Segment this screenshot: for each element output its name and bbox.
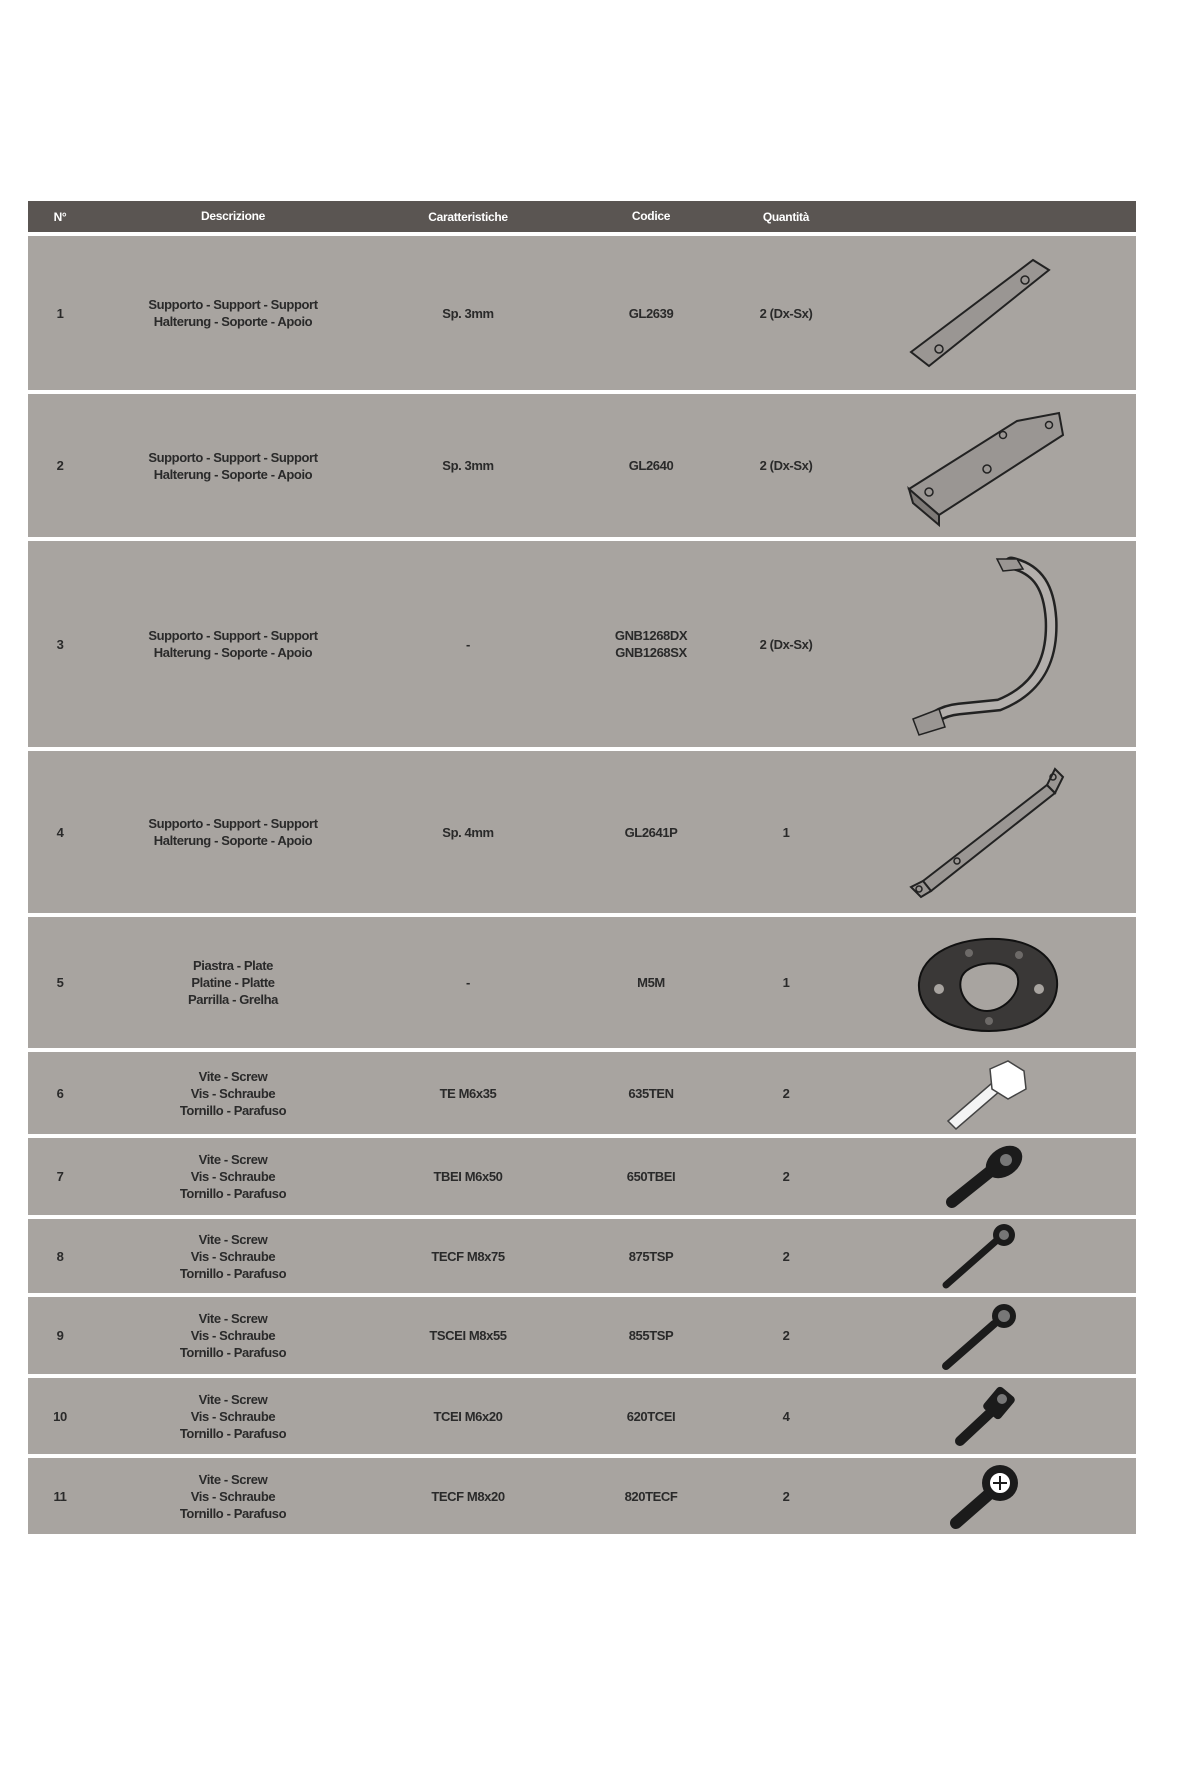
row-characteristics: Sp. 3mm	[442, 458, 494, 473]
row-description: Vite - Screw Vis - Schraube Tornillo - Parafuso	[179, 1231, 287, 1281]
table-row	[28, 541, 1136, 747]
row-characteristics: TCEI M6x20	[433, 1408, 503, 1424]
row-description: Piastra - Plate Platine - Platte Parrilla - Grelha	[187, 958, 279, 1007]
row-code: 820TECF	[624, 1488, 678, 1504]
hex-bolt-icon	[832, 1052, 1136, 1134]
long-screw-icon	[832, 1219, 1136, 1293]
row-code: 855TSP	[628, 1328, 674, 1343]
row-quantity: 2	[782, 1248, 790, 1264]
row-characteristics: TSCEI M8x55	[429, 1328, 507, 1343]
table-row	[28, 1138, 1136, 1215]
row-num: 6	[56, 1085, 64, 1101]
table-row	[28, 1219, 1136, 1293]
row-quantity: 2	[782, 1328, 790, 1343]
row-quantity: 2 (Dx-Sx)	[759, 458, 813, 473]
row-description: Vite - Screw Vis - Schraube Tornillo - Parafuso	[179, 1068, 287, 1118]
row-characteristics: -	[466, 975, 470, 990]
header-code: Codice	[631, 209, 671, 223]
row-description: Supporto - Support - Support Halterung - Soporte - Apoio	[148, 628, 318, 660]
row-code: GL2641P	[624, 824, 678, 840]
angled-plate-bracket-icon	[832, 394, 1136, 537]
row-quantity: 1	[782, 975, 790, 990]
table-row	[28, 1458, 1136, 1534]
row-code: GL2640	[628, 458, 674, 473]
flange-screw-icon	[832, 1458, 1136, 1534]
row-characteristics: TECF M8x20	[431, 1488, 505, 1504]
row-code: GNB1268DX GNB1268SX	[614, 628, 688, 660]
row-num: 1	[56, 305, 64, 321]
row-quantity: 2 (Dx-Sx)	[759, 636, 813, 652]
row-description: Vite - Screw Vis - Schraube Tornillo - Parafuso	[179, 1391, 287, 1441]
row-num: 9	[56, 1328, 64, 1343]
table-header	[28, 201, 1136, 232]
row-description: Supporto - Support - Support Halterung - Soporte - Apoio	[148, 297, 318, 329]
row-code: 635TEN	[628, 1085, 674, 1101]
row-description: Supporto - Support - Support Halterung - Soporte - Apoio	[148, 449, 318, 482]
row-num: 2	[56, 458, 64, 473]
row-quantity: 2	[782, 1085, 790, 1101]
table-row	[28, 917, 1136, 1048]
row-quantity: 1	[782, 824, 790, 840]
row-quantity: 2	[782, 1169, 790, 1184]
row-characteristics: TECF M8x75	[431, 1248, 505, 1264]
header-quantity: Quantità	[762, 209, 810, 224]
row-num: 5	[56, 975, 64, 990]
row-quantity: 2	[782, 1488, 790, 1504]
socket-cap-screw-icon	[832, 1378, 1136, 1454]
row-characteristics: -	[466, 636, 470, 652]
row-num: 4	[56, 824, 64, 840]
button-head-screw-icon	[832, 1138, 1136, 1215]
parts-table	[28, 201, 1136, 1534]
table-row	[28, 394, 1136, 537]
table-row	[28, 1052, 1136, 1134]
row-description: Vite - Screw Vis - Schraube Tornillo - Parafuso	[179, 1311, 287, 1360]
row-description: Vite - Screw Vis - Schraube Tornillo - Parafuso	[179, 1152, 287, 1201]
long-bent-bracket-icon	[832, 751, 1136, 913]
row-code: 620TCEI	[626, 1408, 676, 1424]
header-characteristics: Caratteristiche	[428, 209, 508, 224]
row-quantity: 2 (Dx-Sx)	[759, 305, 813, 321]
row-description: Vite - Screw Vis - Schraube Tornillo - Parafuso	[179, 1471, 287, 1521]
table-row	[28, 1378, 1136, 1454]
row-code: GL2639	[628, 305, 674, 321]
row-num: 8	[56, 1248, 64, 1264]
row-characteristics: Sp. 4mm	[442, 824, 494, 840]
row-num: 7	[56, 1169, 64, 1184]
header-description: Descrizione	[200, 209, 266, 223]
table-row	[28, 1297, 1136, 1374]
countersunk-screw-icon	[832, 1297, 1136, 1374]
row-num: 10	[53, 1408, 67, 1424]
row-num: 11	[53, 1488, 67, 1504]
tubular-arm-icon	[832, 541, 1136, 747]
row-quantity: 4	[782, 1408, 790, 1424]
row-code: M5M	[637, 975, 665, 990]
row-description: Supporto - Support - Support Halterung - Soporte - Apoio	[148, 816, 318, 848]
header-num: N°	[53, 209, 67, 224]
row-code: 650TBEI	[626, 1169, 676, 1184]
flat-bar-bracket-icon	[832, 236, 1136, 390]
row-characteristics: Sp. 3mm	[442, 305, 494, 321]
row-characteristics: TBEI M6x50	[433, 1169, 503, 1184]
row-code: 875TSP	[628, 1248, 674, 1264]
monolock-plate-icon	[832, 917, 1136, 1048]
table-row	[28, 236, 1136, 390]
row-characteristics: TE M6x35	[439, 1085, 497, 1101]
row-num: 3	[56, 636, 64, 652]
table-row	[28, 751, 1136, 913]
